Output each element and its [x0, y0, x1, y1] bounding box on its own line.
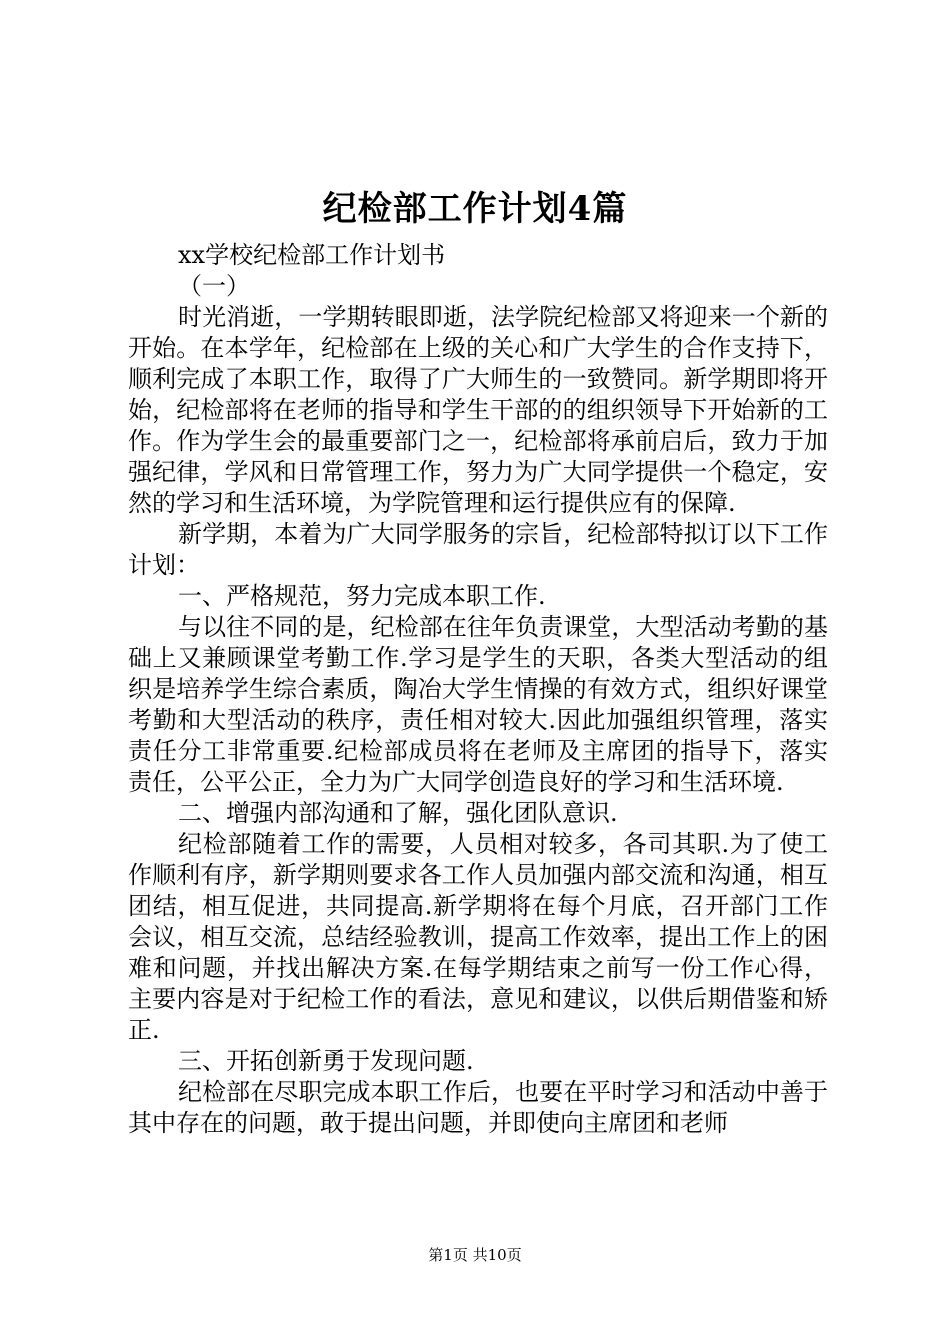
paragraph-section-marker: （一） [178, 272, 250, 300]
page-footer: 第1页 共10页 [428, 1246, 522, 1264]
section-heading: 三、开拓创新勇于发现问题. [178, 1047, 474, 1075]
paragraph: 时光消逝，一学期转眼即逝，法学院纪检部又将迎来一个新的开始。在本学年，纪检部在上级的关心和广大学生的合作支持下，顺利完成了本职工作，取得了广大师生的一致赞同。新学期即将开始，纪检部将在老师的指导和学生干部的的组织领导下开始新的工作。作为学生会的最重要部门之一，纪检部将承前启后，致力于加强纪律，学风和日常管理工作，努力为广大同学提供一个稳定，安然的学习和生活环境，为学院管理和运行提供应有的保障. [128, 303, 828, 517]
paragraph: 纪检部在尽职完成本职工作后，也要在平时学习和活动中善于其中存在的问题，敢于提出问题，并即使向主席团和老师 [128, 1078, 828, 1137]
section-heading: 一、严格规范，努力完成本职工作. [178, 582, 546, 610]
document-title: 纪检部工作计划4篇 [322, 189, 628, 229]
paragraph: 新学期，本着为广大同学服务的宗旨，纪检部特拟订以下工作计划： [128, 520, 828, 579]
document-body [128, 240, 828, 1139]
section-heading: 二、增强内部沟通和了解，强化团队意识. [178, 799, 618, 827]
paragraph: 与以往不同的是，纪检部在往年负责课堂，大型活动考勤的基础上又兼顾课堂考勤工作.学习是学生的天职，各类大型活动的组织是培养学生综合素质，陶冶大学生情操的有效方式，组织好课堂考勤和大型活动的秩序，责任相对较大.因此加强组织管理，落实责任分工非常重要.纪检部成员将在老师及主席团的指导下，落实责任，公平公正，全力为广大同学创造良好的学习和生活环境. [128, 613, 828, 796]
paragraph: 纪检部随着工作的需要，人员相对较多，各司其职.为了使工作顺利有序，新学期则要求各工作人员加强内部交流和沟通，相互团结，相互促进，共同提高.新学期将在每个月底，召开部门工作会议，相互交流，总结经验教训，提高工作效率，提出工作上的困难和问题，并找出解决方案.在每学期结束之前写一份工作心得，主要内容是对于纪检工作的看法，意见和建议，以供后期借鉴和矫正. [128, 830, 828, 1044]
paragraph-subtitle: xx学校纪检部工作计划书 [178, 241, 446, 269]
